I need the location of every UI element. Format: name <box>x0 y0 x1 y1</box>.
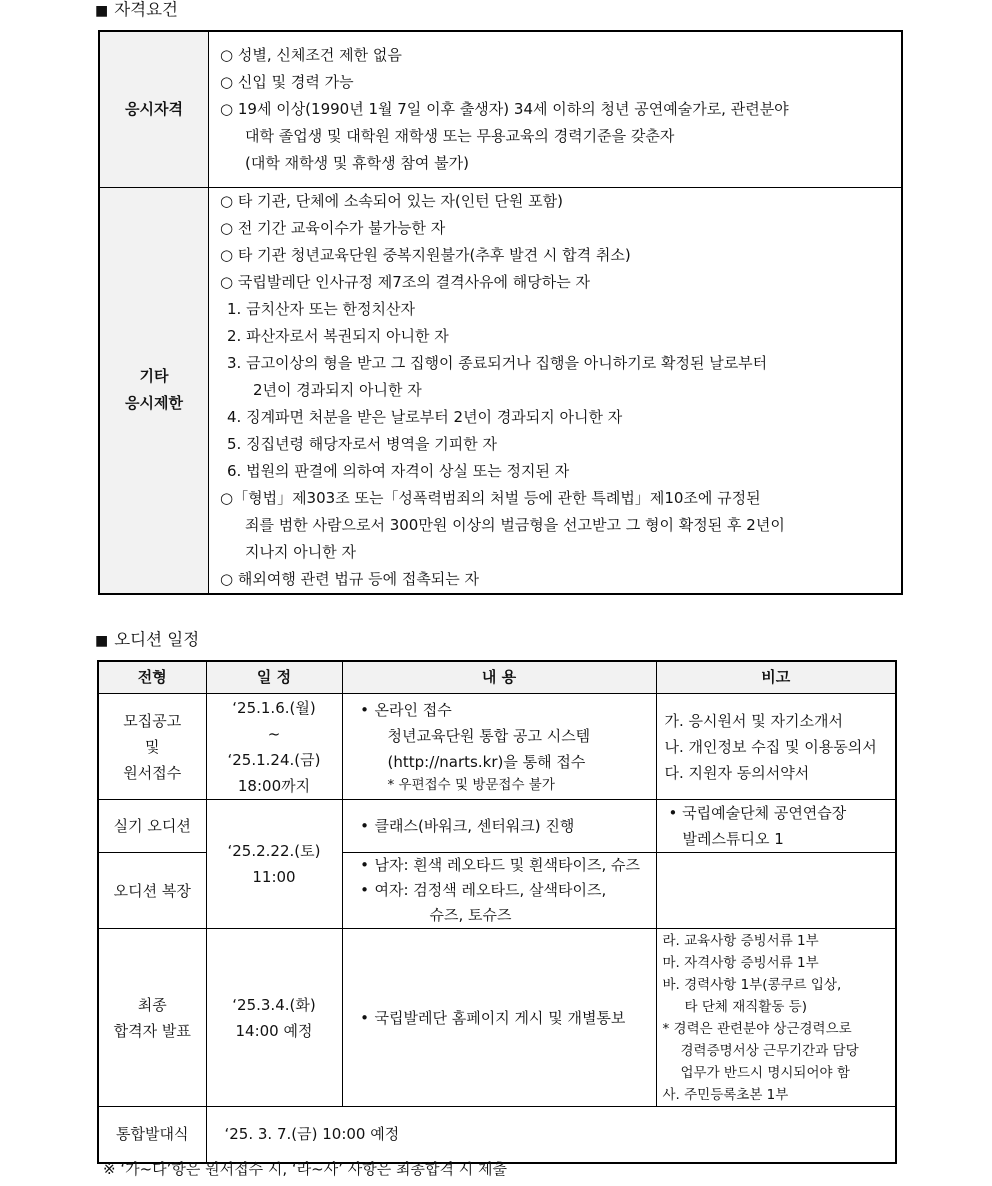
date-cell <box>206 800 342 929</box>
list-item: ○ 타 기관 청년교육단원 중복지원불가(추후 발견 시 합격 취소) <box>220 245 631 264</box>
row-header-restrictions <box>99 187 209 594</box>
content-text: 청년교육단원 통합 공고 시스템 <box>387 727 591 745</box>
stage-text: 합격자 발표 <box>113 1021 191 1040</box>
date-cell <box>206 694 342 800</box>
bullet-icon: • <box>360 1008 369 1027</box>
list-item: 1. 금치산자 또는 한정치산자 <box>227 299 416 318</box>
note-text: 마. 자격사항 증빙서류 1부 <box>662 954 819 971</box>
row-header-eligibility <box>99 31 209 187</box>
qualifications-table <box>98 30 903 595</box>
list-item: 대학 졸업생 및 대학원 재학생 또는 무용교육의 경력기준을 갖춘자 <box>245 126 675 145</box>
note-text: 업무가 반드시 명시되어야 함 <box>680 1064 850 1081</box>
list-item: 5. 징집년령 해당자로서 병역을 기피한 자 <box>227 434 497 453</box>
table-row <box>98 929 896 1107</box>
notes-cell <box>656 929 896 1107</box>
date-text: 18:00까지 <box>237 776 311 795</box>
list-item: 4. 징계파면 처분을 받은 날로부터 2년이 경과되지 아니한 자 <box>227 407 623 426</box>
content-text: 온라인 접수 <box>374 701 452 719</box>
bullet-icon: • <box>360 856 369 874</box>
square-bullet-icon: ■ <box>95 633 109 649</box>
stage-text: 및 <box>145 737 160 756</box>
stage-cell: 통합발대식 <box>98 1107 206 1163</box>
column-header: 내 용 <box>342 661 656 694</box>
section-title-text: 오디션 일정 <box>114 630 200 649</box>
section-title-qualifications <box>95 0 178 25</box>
audition-schedule-table <box>97 660 897 1164</box>
list-item: ○「형법」제303조 또는「성폭력범죄의 처벌 등에 관한 특례법」제10조에 규정된 <box>220 488 761 507</box>
stage-cell <box>98 929 206 1107</box>
note-text: 라. 교육사항 증빙서류 1부 <box>662 932 819 949</box>
bullet-icon: • <box>360 881 369 899</box>
stage-cell: 오디션 복장 <box>98 853 206 929</box>
note-text: 다. 지원자 동의서약서 <box>664 763 810 782</box>
list-item: ○ 신입 및 경력 가능 <box>220 72 354 91</box>
column-header: 전형 <box>98 661 206 694</box>
content-text: 국립발레단 홈페이지 게시 및 개별통보 <box>374 1008 626 1027</box>
stage-text: 모집공고 <box>123 711 182 730</box>
list-item: 지나지 아니한 자 <box>245 542 356 561</box>
notes-cell <box>656 800 896 853</box>
date-text: 11:00 <box>252 868 296 886</box>
bullet-icon: • <box>360 701 369 719</box>
row-header-label: 응시제한 <box>125 394 183 412</box>
note-text: 사. 주민등록초본 1부 <box>662 1086 789 1103</box>
date-cell <box>206 929 342 1107</box>
section-title-schedule <box>95 626 199 655</box>
bullet-icon: • <box>360 817 369 835</box>
content-cell <box>342 800 656 853</box>
content-cell <box>342 694 656 800</box>
date-text: 14:00 예정 <box>235 1021 313 1040</box>
stage-text: 원서접수 <box>123 763 182 782</box>
date-text: ‘25.1.6.(월) <box>232 698 316 717</box>
list-item: ○ 성별, 신체조건 제한 없음 <box>220 45 402 64</box>
content-text: (http://narts.kr)을 통해 접수 <box>387 753 586 771</box>
eligibility-content <box>209 31 903 187</box>
note-text: 나. 개인정보 수집 및 이용동의서 <box>664 737 877 756</box>
list-item: 2년이 경과되지 아니한 자 <box>253 380 422 399</box>
stage-cell <box>98 694 206 800</box>
list-item: 3. 금고이상의 형을 받고 그 집행이 종료되거나 집행을 아니하기로 확정된 날로부터 <box>227 353 768 372</box>
stage-text: 최종 <box>137 995 167 1014</box>
date-text: ‘25.2.22.(토) <box>227 842 321 860</box>
row-header-label: 응시자격 <box>125 99 183 118</box>
content-cell <box>342 929 656 1107</box>
table-header-row <box>98 661 896 694</box>
column-header: 일 정 <box>206 661 342 694</box>
note-text: 바. 경력사항 1부(콩쿠르 입상, <box>662 976 842 993</box>
column-header: 비고 <box>656 661 896 694</box>
content-cell <box>342 853 656 929</box>
list-item: 죄를 범한 사람으로서 300만원 이상의 벌금형을 선고받고 그 형이 확정된 후 2년이 <box>245 515 785 534</box>
content-text: 남자: 흰색 레오타드 및 흰색타이즈, 슈즈 <box>374 856 641 874</box>
date-text: ~ <box>267 724 281 743</box>
stage-cell: 실기 오디션 <box>98 800 206 853</box>
note-text: 발레스튜디오 1 <box>682 830 784 848</box>
content-note: * 우편접수 및 방문접수 불가 <box>387 777 555 793</box>
content-item <box>355 853 656 878</box>
table-row <box>98 800 896 853</box>
table-row <box>99 31 902 187</box>
content-text: 여자: 검정색 레오타드, 살색타이즈, <box>374 881 607 899</box>
content-item <box>355 813 656 839</box>
note-text: 가. 응시원서 및 자기소개서 <box>664 711 843 730</box>
date-text: ‘25.3.4.(화) <box>232 995 316 1014</box>
content-item <box>355 697 656 723</box>
list-item: ○ 국립발레단 인사규정 제7조의 결격사유에 해당하는 자 <box>220 272 591 291</box>
restrictions-content <box>209 187 903 594</box>
table-row <box>99 187 902 594</box>
list-item: ○ 해외여행 관련 법규 등에 접촉되는 자 <box>220 569 480 588</box>
notes-cell <box>656 694 896 800</box>
content-text: 클래스(바워크, 센터워크) 진행 <box>374 817 575 835</box>
list-item: 2. 파산자로서 복권되지 아니한 자 <box>227 326 449 345</box>
list-item: ○ 19세 이상(1990년 1월 7일 이후 출생자) 34세 이하의 청년 공연예술가로, 관련분야 <box>220 99 789 118</box>
list-item: ○ 전 기간 교육이수가 불가능한 자 <box>220 218 446 237</box>
list-item: (대학 재학생 및 휴학생 참여 불가) <box>245 153 469 172</box>
ceremony-content: ‘25. 3. 7.(금) 10:00 예정 <box>206 1107 896 1163</box>
note-text: * 경력은 관련분야 상근경력으로 <box>662 1020 852 1037</box>
list-item: 6. 법원의 판결에 의하여 자격이 상실 또는 정지된 자 <box>227 461 570 480</box>
footnote: ※ ‘가~다’항은 원서접수 시, ‘라~사’ 사항은 최종합격 시 제출 <box>103 1160 507 1178</box>
section-title-text: 자격요건 <box>114 0 178 19</box>
note-text: 경력증명서상 근무기간과 담당 <box>680 1042 859 1059</box>
content-item <box>355 878 656 903</box>
table-row <box>98 1107 896 1163</box>
row-header-label: 기타 <box>139 367 169 385</box>
list-item: ○ 타 기관, 단체에 소속되어 있는 자(인턴 단원 포함) <box>220 191 564 210</box>
table-row <box>98 694 896 800</box>
notes-cell <box>656 853 896 929</box>
note-text: • 국립예술단체 공연연습장 <box>668 804 847 822</box>
date-text: ‘25.1.24.(금) <box>227 750 321 769</box>
content-item <box>355 1005 656 1031</box>
content-text: 슈즈, 토슈즈 <box>429 906 512 924</box>
note-text: 타 단체 재직활동 등) <box>684 998 807 1015</box>
square-bullet-icon: ■ <box>95 3 109 19</box>
